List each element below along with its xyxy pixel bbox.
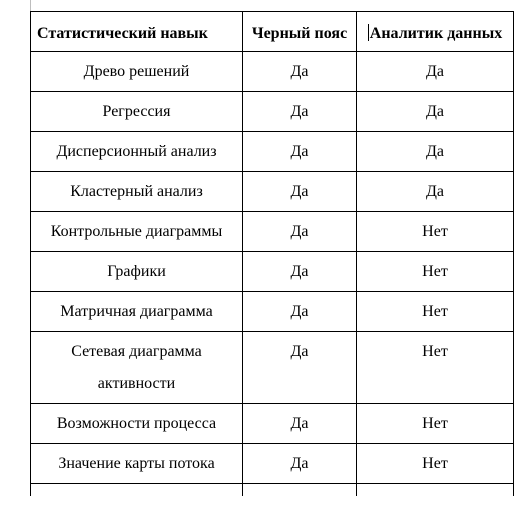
table-row [31,332,514,404]
table-row [31,52,514,92]
black-belt-cell[interactable]: Да [243,252,357,292]
header-statistical-skill[interactable] [31,12,243,52]
table-row [31,212,514,252]
header-label: Аналитик данных [369,25,503,42]
data-analyst-cell[interactable]: Нет [357,332,514,404]
data-analyst-cell[interactable]: Нет [357,252,514,292]
table-row [31,292,514,332]
table-row [31,252,514,292]
skill-cell[interactable]: Кластерный анализ [31,172,243,212]
data-analyst-cell[interactable]: Нет [357,292,514,332]
data-analyst-cell[interactable]: Да [357,52,514,92]
black-belt-cell[interactable]: Да [243,212,357,252]
skill-cell[interactable]: Регрессия [31,92,243,132]
data-analyst-cell[interactable]: Да [357,92,514,132]
black-belt-cell[interactable]: Да [243,404,357,444]
skill-cell[interactable]: Возможности процесса [31,404,243,444]
table-row [31,172,514,212]
table-row [31,404,514,444]
skill-cell[interactable]: Древо решений [31,52,243,92]
data-analyst-cell[interactable]: Да [357,172,514,212]
header-label: Черный пояс [251,25,348,42]
table-row [31,92,514,132]
black-belt-cell[interactable]: Да [243,52,357,92]
black-belt-cell[interactable]: Да [243,292,357,332]
black-belt-cell[interactable]: Да [243,172,357,212]
empty-cell[interactable] [31,484,243,497]
skills-table [30,11,514,496]
skill-cell[interactable]: Дисперсионный анализ [31,132,243,172]
skills-table-container [30,11,513,496]
header-black-belt[interactable] [243,12,357,52]
data-analyst-cell[interactable]: Нет [357,212,514,252]
data-analyst-cell[interactable]: Нет [357,404,514,444]
header-label: Статистический навык [37,25,208,42]
table-row [31,444,514,484]
black-belt-cell[interactable]: Да [243,444,357,484]
data-analyst-cell[interactable]: Да [357,132,514,172]
table-row-partial [31,484,514,497]
data-analyst-cell[interactable]: Нет [357,444,514,484]
black-belt-cell[interactable]: Да [243,92,357,132]
header-data-analyst[interactable] [357,12,514,52]
empty-cell[interactable] [357,484,514,497]
table-header-row [31,12,514,52]
black-belt-cell[interactable]: Да [243,132,357,172]
skill-cell[interactable]: Контрольные диаграммы [31,212,243,252]
empty-cell[interactable] [243,484,357,497]
skill-cell[interactable]: Значение карты потока [31,444,243,484]
skill-cell[interactable]: Сетевая диаграмма активности [31,332,243,404]
black-belt-cell[interactable]: Да [243,332,357,404]
text-cursor [368,24,369,41]
skill-cell[interactable]: Матричная диаграмма [31,292,243,332]
skill-cell[interactable]: Графики [31,252,243,292]
table-row [31,132,514,172]
